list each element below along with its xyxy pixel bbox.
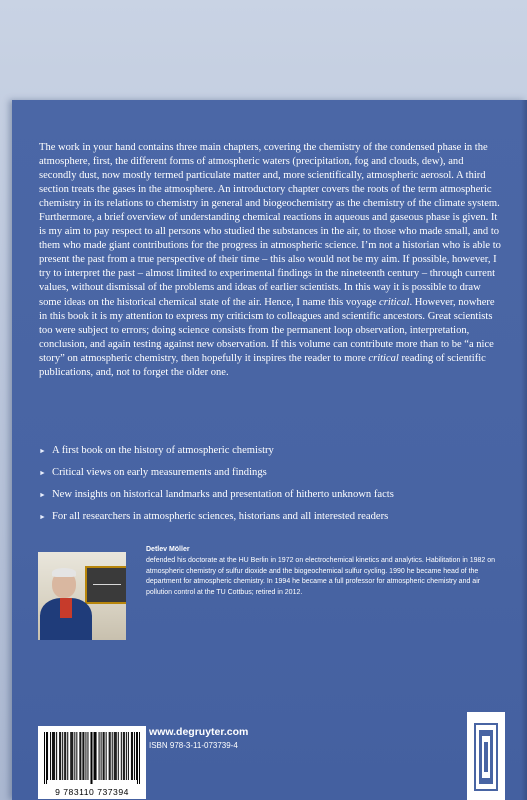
isbn-barcode [38,726,146,799]
barcode-bar [123,732,124,780]
blurb-part-3: reading of scientific publications, and, not to forget the older one. [39,352,486,378]
barcode-bar [103,732,104,780]
arrow-right-icon: ► [39,447,46,455]
barcode-bar [126,732,127,780]
barcode-bar [85,732,86,780]
barcode-bar [56,732,57,780]
barcode-bar [52,732,53,780]
barcode-bar [44,732,45,784]
barcode-bar [116,732,117,780]
barcode-bar [94,732,95,780]
barcode-bar [136,732,137,780]
barcode-bar [62,732,63,780]
barcode-bar [128,732,129,780]
barcode-bar [59,732,60,780]
barcode-bar [76,732,77,780]
arrow-right-icon: ► [39,491,46,499]
barcode-bar [65,732,66,780]
author-photo [38,552,126,640]
list-item: ► Critical views on early measurements and findings [39,467,267,478]
barcode-digits: 9 783110 737394 [55,787,129,797]
blurb-part-1: The work in your hand contains three main chapters, covering the chemistry of the condensed phase in the atmosphere, first, the different forms of atmospheric waters (precipitation, fog and clouds, dew), and secondly dust, now mostly termed particulate matter and, more scientifically, atmospheric aerosol. A third section treats the gases in the atmosphere. An introductory chapter covers the roots of the term atmospheric chemistry in its relations to chemistry in general and biogeochemistry as the chemistry of the climate system. Furthermore, a brief overview of understanding chemical reactions in aqueous and gaseous phase is given. It is my aim to pay respect to all persons who studied the substances in the air, to those who made small, and to them who made giant contributions for the progress in atmospheric science. I’m not a historian who is able to present the past from a true perspective of their time – this also would not be my aim. If possible, however, I try to interpret the past – almost limited to experimental findings in the nineteenth century – through current values, without dismissal of the problems and ideas of earlier scientists. In this way it is possible to draw some ideas on the historical chemical state of the air. Hence, I name this voyage [39,142,501,308]
barcode-bar [64,732,65,780]
barcode-bar [106,732,107,780]
barcode-bar [72,732,73,780]
barcode-bar [67,732,68,780]
author-section [38,546,508,642]
barcode-bar [115,732,116,780]
barcode-bar [101,732,102,780]
list-item: ► A first book on the history of atmospheric chemistry [39,445,274,456]
barcode-bar [90,732,91,784]
barcode-bar [60,732,61,780]
barcode-bar [132,732,133,780]
barcode-bar [137,732,138,784]
barcode-bar [71,732,72,780]
blurb-emphasis-2: critical [368,352,399,364]
plaque-image [85,566,126,604]
barcode-bar [87,732,88,780]
barcode-bar [46,732,47,784]
barcode-bar [80,732,81,780]
barcode-bar [109,732,110,780]
author-bio: defended his doctorate at the HU Berlin in 1972 on electrochemical kinetics and analytics. Habilitation in 1982 on atmospheric chemistry of sulfur dioxide and the biogeochemical sulfur cycling. 1990 he became head of the department for atmospheric chemistry. In 1994 he became a full professor for atmospheric chemistry and air pollution control at the TU Cottbus; retired in 2012. [146,557,496,596]
barcode-bar [70,732,71,780]
arrow-right-icon: ► [39,513,46,521]
list-item: ► For all researchers in atmospheric sciences, historians and all interested readers [39,511,389,522]
barcode-bars [44,732,140,784]
barcode-bar [82,732,83,780]
barcode-bar [79,732,80,780]
barcode-bar [50,732,51,780]
barcode-bar [139,732,140,784]
barcode-bar [83,732,84,780]
publisher-url: www.degruyter.com [149,726,249,738]
author-name: Detlev Möller [146,546,190,553]
spine-shadow [521,100,527,800]
barcode-bar [91,732,92,784]
list-item: ► New insights on historical landmarks and presentation of hitherto unknown facts [39,489,394,500]
arrow-right-icon: ► [39,469,46,477]
barcode-bar [47,732,48,780]
barcode-bar [99,732,100,780]
barcode-bar [131,732,132,780]
degruyter-logo-mark [467,712,505,800]
barcode-bar [104,732,105,780]
publisher-logo [467,712,505,800]
barcode-bar [118,732,119,780]
barcode-bar [124,732,125,780]
blurb-part-2: . However, nowhere in this book it is my attention to express my criticism to colleagues and scientific ancestors. Great scientists too were subject to errors; doing science consists from the permanent loop observation, interpretation, conclusion, and again testing against new observation. If this volume can contribute more than to be “a nice story” on atmospheric chemistry, then hopefully it inspires the reader to more [39,296,495,364]
barcode-bar [112,732,113,780]
back-cover [12,100,527,800]
barcode-bar [74,732,75,780]
blurb-text [39,141,502,380]
isbn-number: ISBN 978-3-11-073739-4 [149,741,238,750]
blurb-emphasis-1: critical [379,296,410,308]
feature-list [39,445,509,533]
barcode-bar [54,732,55,780]
barcode-bar [95,732,96,780]
barcode-bar [121,732,122,780]
barcode-bar [134,732,135,780]
barcode-bar [53,732,54,780]
barcode-bar [110,732,111,780]
barcode-bar [114,732,115,780]
barcode-bar [96,732,97,780]
